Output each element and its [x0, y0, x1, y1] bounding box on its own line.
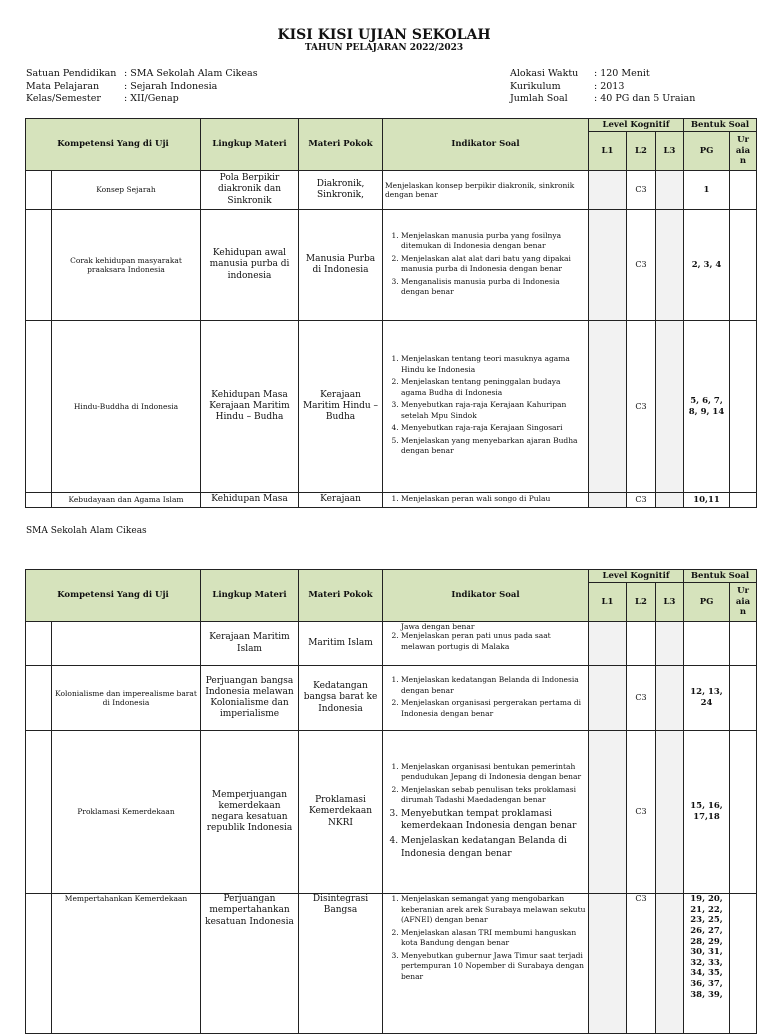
l1-cell: [589, 210, 627, 321]
table-row: [26, 731, 757, 894]
meta-value: : Sejarah Indonesia: [124, 80, 218, 92]
page-footer: SMA Sekolah Alam Cikeas: [26, 526, 147, 536]
header-l1: L1: [589, 583, 627, 622]
meta-label: Kelas/Semester: [26, 93, 101, 104]
header-l2: L2: [627, 132, 656, 171]
indikator-item: 5. Menjelaskan yang menyebarkan ajaran Budha dengan benar: [401, 436, 586, 457]
pg-cell: [684, 622, 730, 666]
pg-cell: 1: [684, 171, 730, 210]
header-lingkup: Lingkup Materi: [201, 570, 299, 622]
header-level: Level Kognitif: [589, 570, 684, 583]
indikator-item: 1. Menjelaskan manusia purba yang fosilnya ditemukan di Indonesia dengan benar: [401, 231, 586, 252]
materi-cell: Kerajaan Maritim Hindu – Budha: [299, 321, 383, 493]
header-level: Level Kognitif: [589, 119, 684, 132]
l1-cell: [589, 666, 627, 731]
row-number: [26, 171, 52, 210]
meta-label: Kurikulum: [510, 80, 561, 92]
materi-cell: Kerajaan: [299, 493, 383, 508]
row-number: [26, 493, 52, 508]
meta-value: : 40 PG dan 5 Uraian: [594, 93, 696, 104]
indikator-list: [385, 894, 586, 982]
table-row: [26, 171, 757, 210]
header-uraian: Ur aia n: [730, 132, 757, 171]
lingkup-cell: Kehidupan awal manusia purba di indonesia: [201, 210, 299, 321]
lingkup-cell: Perjuangan bangsa Indonesia melawan Kolonialisme dan imperialisme: [201, 666, 299, 731]
table-row: [26, 493, 757, 508]
meta-left: [26, 68, 258, 106]
l2-cell: C3: [627, 493, 656, 508]
header-lingkup: Lingkup Materi: [201, 119, 299, 171]
meta-right: [510, 68, 695, 106]
l1-cell: [589, 894, 627, 1034]
indikator-cell: Menjelaskan konsep berpikir diakronik, sinkronik dengan benar: [383, 171, 589, 210]
header-l2: L2: [627, 583, 656, 622]
l1-cell: [589, 321, 627, 493]
uraian-cell: [730, 731, 757, 894]
indikator-list: [385, 675, 586, 719]
meta-row: [510, 93, 695, 106]
materi-cell: Maritim Islam: [299, 622, 383, 666]
indikator-continuation: Jawa dengan benar: [401, 622, 475, 631]
header-bentuk: Bentuk Soal: [684, 119, 757, 132]
meta-label: Jumlah Soal: [510, 93, 568, 104]
l1-cell: [589, 493, 627, 508]
table-row: [26, 622, 757, 666]
materi-cell: Disintegrasi Bangsa: [299, 894, 383, 1034]
pg-cell: 19, 20, 21, 22, 23, 25, 26, 27, 28, 29, 30, 31, 32, 33, 34, 35, 36, 37, 38, 39,: [684, 894, 730, 1034]
indikator-item: 1. Menjelaskan semangat yang mengobarkan keberanian arek arek Surabaya melawan sekutu (AFNEI) dengan benar: [401, 894, 586, 926]
row-number: [26, 666, 52, 731]
row-number: [26, 622, 52, 666]
kompetensi-cell: [52, 622, 201, 666]
indikator-cell: [383, 666, 589, 731]
indikator-item: 2. Menjelaskan peran pati unus pada saat melawan portugis di Malaka: [401, 631, 586, 652]
indikator-item: 3. Menyebutkan raja-raja Kerajaan Kahuripan setelah Mpu Sindok: [401, 400, 586, 421]
indikator-cell: [383, 894, 589, 1034]
meta-value: : XII/Genap: [124, 93, 179, 104]
l2-cell: C3: [627, 666, 656, 731]
page-subtitle: TAHUN PELAJARAN 2022/2023: [304, 43, 464, 53]
header-kompetensi: Kompetensi Yang di Uji: [26, 570, 201, 622]
row-number: [26, 731, 52, 894]
table-row: [26, 666, 757, 731]
l2-cell: C3: [627, 171, 656, 210]
indikator-item: 4. Menyebutkan raja-raja Kerajaan Singosari: [401, 423, 586, 434]
lingkup-cell: Kerajaan Maritim Islam: [201, 622, 299, 666]
meta-label: Satuan Pendidikan: [26, 68, 117, 79]
header-materi: Materi Pokok: [299, 119, 383, 171]
indikator-item: 1. Menjelaskan tentang teori masuknya agama Hindu ke Indonesia: [401, 354, 586, 375]
meta-label: Mata Pelajaran: [26, 80, 100, 92]
indikator-item: 4. Menjelaskan kedatangan Belanda di Indonesia dengan benar: [401, 835, 586, 860]
indikator-list-large: [385, 808, 586, 860]
header-l3: L3: [656, 583, 684, 622]
row-number: [26, 210, 52, 321]
materi-cell: Manusia Purba di Indonesia: [299, 210, 383, 321]
l3-cell: [656, 622, 684, 666]
l2-cell: C3: [627, 894, 656, 1034]
l3-cell: [656, 894, 684, 1034]
lingkup-cell: Kehidupan Masa: [201, 493, 299, 508]
meta-value: : 2013: [594, 80, 625, 92]
kompetensi-cell: Kebudayaan dan Agama Islam: [52, 493, 201, 508]
header-pg: PG: [684, 132, 730, 171]
indikator-item: 3. Menganalisis manusia purba di Indonesia dengan benar: [401, 277, 586, 298]
l1-cell: [589, 622, 627, 666]
indikator-cell: [383, 321, 589, 493]
l1-cell: [589, 171, 627, 210]
indikator-list: [385, 631, 586, 652]
materi-cell: Proklamasi Kemerdekaan NKRI: [299, 731, 383, 894]
indikator-list: [385, 494, 586, 505]
pg-cell: 10,11: [684, 493, 730, 508]
table-row: [26, 210, 757, 321]
table-row: [26, 894, 757, 1034]
indikator-list: [385, 762, 586, 806]
pg-cell: 2, 3, 4: [684, 210, 730, 321]
kompetensi-cell: Proklamasi Kemerdekaan: [52, 731, 201, 894]
l3-cell: [656, 666, 684, 731]
kompetensi-cell: Konsep Sejarah: [52, 171, 201, 210]
lingkup-cell: Kehidupan Masa Kerajaan Maritim Hindu – Budha: [201, 321, 299, 493]
lingkup-cell: Perjuangan mempertahankan kesatuan Indonesia: [201, 894, 299, 1034]
table-row: [26, 321, 757, 493]
uraian-cell: [730, 894, 757, 1034]
materi-cell: Diakronik, Sinkronik,: [299, 171, 383, 210]
uraian-cell: [730, 321, 757, 493]
indikator-item: 3. Menyebutkan gubernur Jawa Timur saat terjadi pertempuran 10 Nopember di Surabaya dengan benar: [401, 951, 586, 983]
l2-cell: [627, 622, 656, 666]
materi-cell: Kedatangan bangsa barat ke Indonesia: [299, 666, 383, 731]
l2-cell: C3: [627, 321, 656, 493]
pg-cell: 5, 6, 7, 8, 9, 14: [684, 321, 730, 493]
meta-row: [510, 68, 695, 81]
indikator-item: 1. Menjelaskan peran wali songo di Pulau: [401, 494, 586, 505]
l3-cell: [656, 321, 684, 493]
meta-value: : 120 Menit: [594, 68, 650, 79]
indikator-cell: [383, 493, 589, 508]
header-indikator: Indikator Soal: [383, 119, 589, 171]
indikator-cell: [383, 622, 589, 666]
header-uraian: Ur aia n: [730, 583, 757, 622]
header-materi: Materi Pokok: [299, 570, 383, 622]
kisi-table-page-1: [25, 118, 757, 508]
indikator-item: 1. Menjelaskan kedatangan Belanda di Indonesia dengan benar: [401, 675, 586, 696]
uraian-cell: [730, 210, 757, 321]
meta-row: [510, 81, 695, 94]
uraian-cell: [730, 622, 757, 666]
l1-cell: [589, 731, 627, 894]
indikator-item: 2. Menjelaskan sebab penulisan teks proklamasi dirumah Tadashi Maedadengan benar: [401, 785, 586, 806]
meta-label: Alokasi Waktu: [510, 68, 579, 79]
indikator-item: 2. Menjelaskan tentang peninggalan budaya agama Budha di Indonesia: [401, 377, 586, 398]
kompetensi-cell: Hindu-Buddha di Indonesia: [52, 321, 201, 493]
indikator-cell: [383, 210, 589, 321]
kompetensi-cell: Kolonialisme dan imperealisme barat di Indonesia: [52, 666, 201, 731]
header-pg: PG: [684, 583, 730, 622]
indikator-cell: [383, 731, 589, 894]
lingkup-cell: Pola Berpikir diakronik dan Sinkronik: [201, 171, 299, 210]
kompetensi-cell: Mempertahankan Kemerdekaan: [52, 894, 201, 1034]
l3-cell: [656, 493, 684, 508]
pg-cell: 12, 13, 24: [684, 666, 730, 731]
header-l3: L3: [656, 132, 684, 171]
kisi-table-page-2: [25, 569, 757, 1034]
l3-cell: [656, 210, 684, 321]
indikator-list: [385, 231, 586, 298]
kompetensi-cell: Corak kehidupan masyarakat praaksara Indonesia: [52, 210, 201, 321]
l2-cell: C3: [627, 210, 656, 321]
indikator-item: 3. Menyebutkan tempat proklamasi kemerdekaan Indonesia dengan benar: [401, 808, 586, 833]
indikator-item: 2. Menjelaskan alat alat dari batu yang dipakai manusia purba di Indonesia dengan benar: [401, 254, 586, 275]
indikator-item: 2. Menjelaskan alasan TRI membumi hanguskan kota Bandung dengan benar: [401, 928, 586, 949]
meta-value: : SMA Sekolah Alam Cikeas: [124, 68, 258, 79]
uraian-cell: [730, 171, 757, 210]
meta-row: [26, 93, 258, 106]
indikator-item: 1. Menjelaskan organisasi bentukan pemerintah pendudukan Jepang di Indonesia dengan benar: [401, 762, 586, 783]
lingkup-cell: Memperjuangan kemerdekaan negara kesatuan republik Indonesia: [201, 731, 299, 894]
indikator-item: 2. Menjelaskan organisasi pergerakan pertama di Indonesia dengan benar: [401, 698, 586, 719]
header-bentuk: Bentuk Soal: [684, 570, 757, 583]
header-l1: L1: [589, 132, 627, 171]
l3-cell: [656, 731, 684, 894]
uraian-cell: [730, 666, 757, 731]
meta-row: [26, 81, 258, 94]
l2-cell: C3: [627, 731, 656, 894]
page-title: KISI KISI UJIAN SEKOLAH: [277, 27, 491, 43]
indikator-list: [385, 354, 586, 457]
l3-cell: [656, 171, 684, 210]
pg-cell: 15, 16, 17,18: [684, 731, 730, 894]
header-kompetensi: Kompetensi Yang di Uji: [26, 119, 201, 171]
header-indikator: Indikator Soal: [383, 570, 589, 622]
row-number: [26, 321, 52, 493]
uraian-cell: [730, 493, 757, 508]
meta-row: [26, 68, 258, 81]
row-number: [26, 894, 52, 1034]
